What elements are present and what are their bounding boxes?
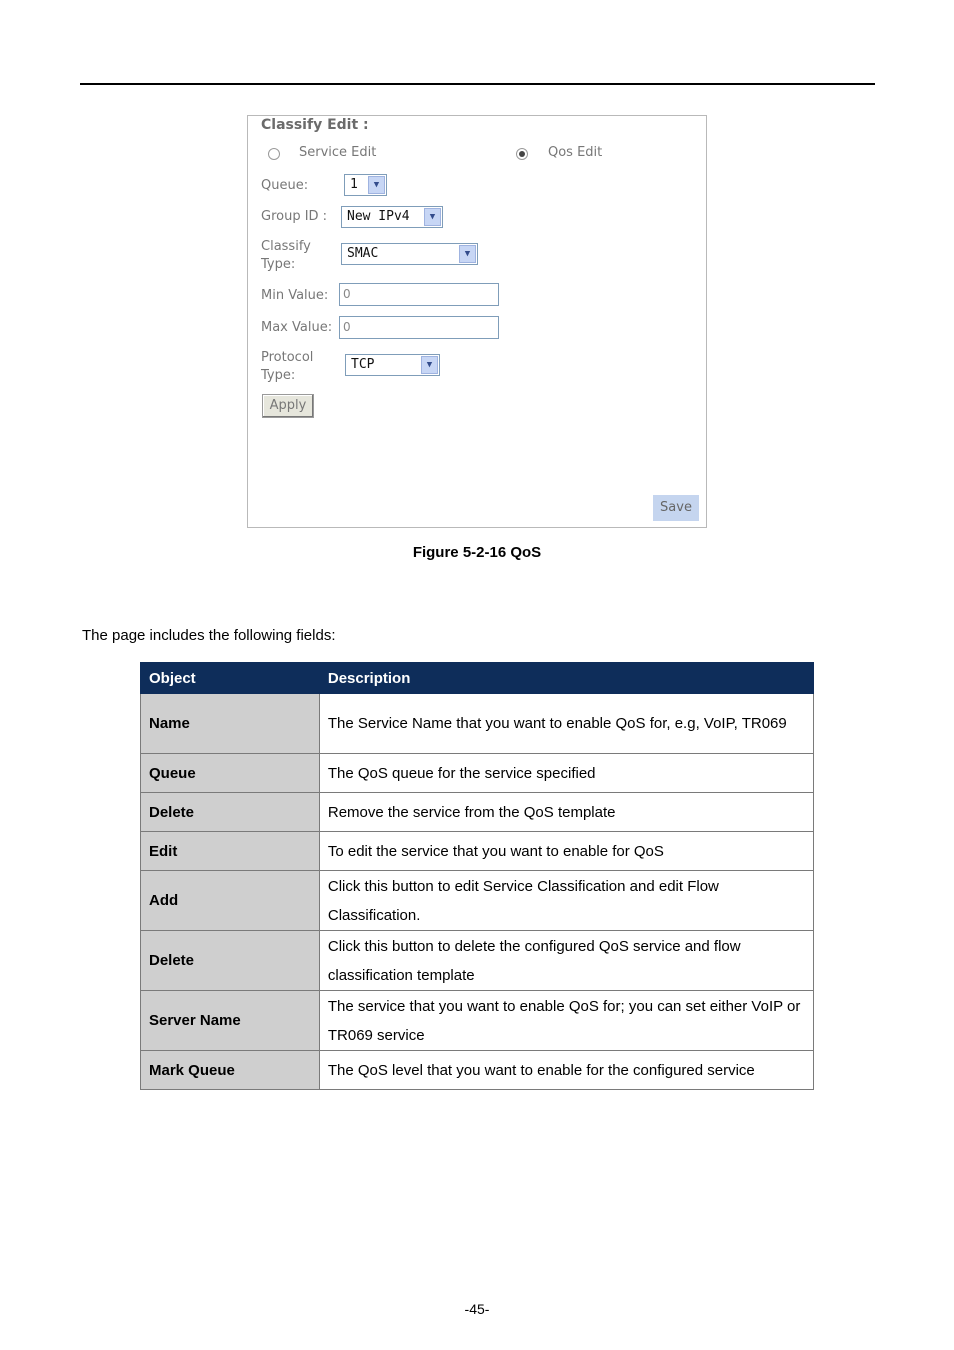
row-description: The Service Name that you want to enable QoS for, e.g, VoIP, TR069 [319,694,813,754]
protocol-type-label-line1: Protocol [261,350,314,365]
row-object: Server Name [141,991,320,1051]
row-object: Name [141,694,320,754]
row-description: To edit the service that you want to enable for QoS [319,832,813,871]
save-button[interactable]: Save [653,495,699,521]
table-row [141,793,814,832]
protocol-type-select[interactable] [345,354,440,376]
apply-button[interactable]: Apply [262,394,314,418]
group-id-select[interactable] [341,206,443,228]
protocol-type-select-value: TCP [351,357,375,372]
queue-select[interactable] [344,174,387,196]
chevron-down-icon: ▼ [459,245,476,263]
intro-text: The page includes the following fields: [82,627,336,644]
fields-table [140,662,814,1090]
min-value-text: 0 [343,287,351,301]
row-object: Mark Queue [141,1051,320,1090]
service-edit-radio[interactable] [268,148,280,160]
max-value-label: Max Value: [261,320,333,335]
queue-select-value: 1 [350,177,358,192]
protocol-type-label-line2: Type: [261,368,296,383]
group-id-label: Group ID : [261,209,328,224]
table-row [141,832,814,871]
row-object: Edit [141,832,320,871]
table-row [141,871,814,931]
row-object: Queue [141,754,320,793]
header-rule [80,83,875,85]
classify-type-label-line2: Type: [261,257,296,272]
classify-type-label-line1: Classify [261,239,311,254]
chevron-down-icon: ▼ [424,208,441,226]
min-value-label: Min Value: [261,288,329,303]
table-row [141,694,814,754]
table-row [141,931,814,991]
min-value-input[interactable] [339,283,499,306]
table-header-row [141,663,814,694]
classify-type-select[interactable] [341,243,478,265]
row-description: Remove the service from the QoS template [319,793,813,832]
classify-type-select-value: SMAC [347,246,379,261]
row-description: The service that you want to enable QoS for; you can set either VoIP or TR069 service [319,991,813,1051]
service-edit-label: Service Edit [299,145,377,160]
page-number: -45- [464,1301,490,1317]
row-description: The QoS level that you want to enable for the configured service [319,1051,813,1090]
qos-edit-radio[interactable] [516,148,528,160]
qos-edit-label: Qos Edit [548,145,603,160]
table-row [141,1051,814,1090]
row-description: Click this button to delete the configured QoS service and flow classification template [319,931,813,991]
row-object: Delete [141,793,320,832]
table-row [141,991,814,1051]
figure-caption: Figure 5-2-16 QoS [412,544,542,561]
table-row [141,754,814,793]
row-object: Delete [141,931,320,991]
header-description: Description [319,663,813,694]
chevron-down-icon: ▼ [421,356,438,374]
header-object: Object [141,663,320,694]
classify-edit-title: Classify Edit : [261,117,369,133]
qos-classify-edit-screenshot [247,115,707,528]
row-object: Add [141,871,320,931]
row-description: Click this button to edit Service Classification and edit Flow Classification. [319,871,813,931]
chevron-down-icon: ▼ [368,176,385,194]
queue-label: Queue: [261,178,309,193]
max-value-text: 0 [343,320,351,334]
max-value-input[interactable] [339,316,499,339]
row-description: The QoS queue for the service specified [319,754,813,793]
group-id-select-value: New IPv4 [347,209,410,224]
